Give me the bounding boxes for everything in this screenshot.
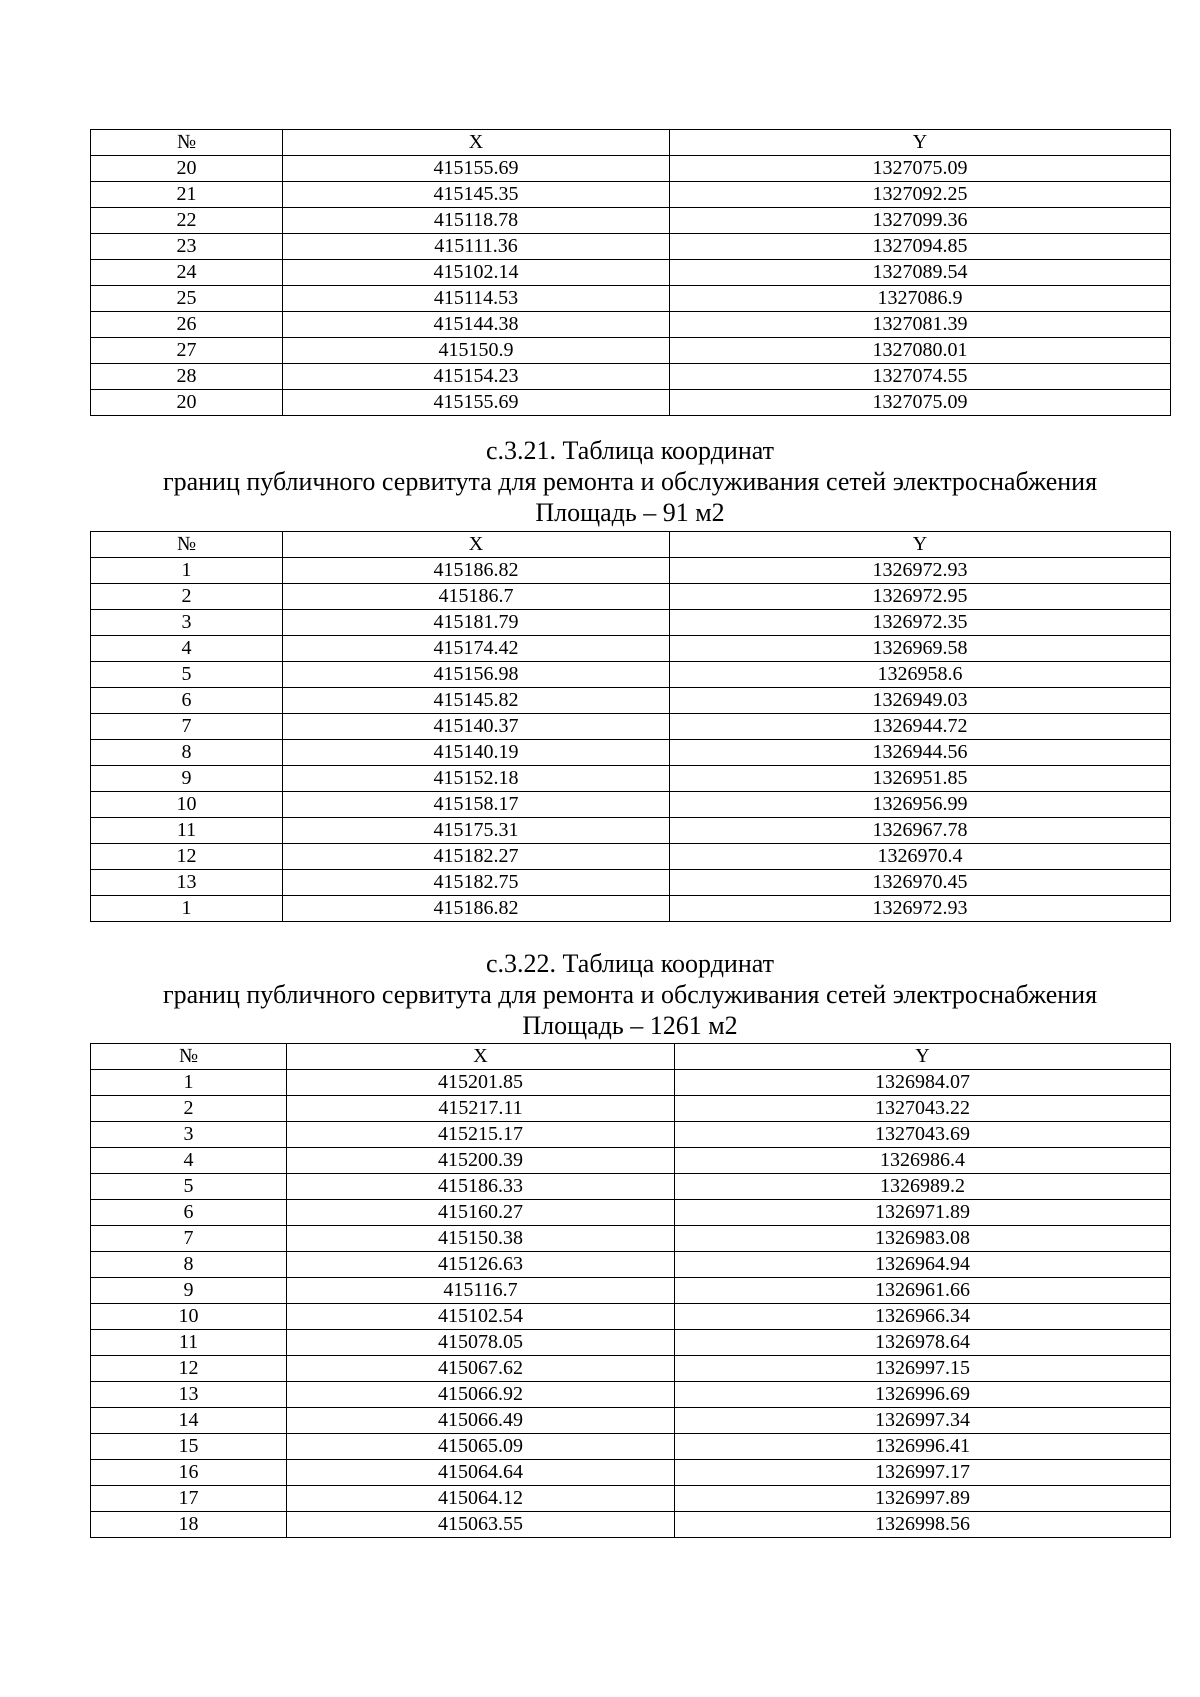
point-number-cell: 20 xyxy=(91,156,283,182)
table-row xyxy=(91,1512,1171,1538)
point-number-cell: 25 xyxy=(91,286,283,312)
table-row xyxy=(91,662,1171,688)
y-coordinate-cell: 1326996.41 xyxy=(675,1434,1171,1460)
point-number-cell: 2 xyxy=(91,584,283,610)
x-coordinate-cell: 415118.78 xyxy=(283,208,670,234)
x-coordinate-cell: 415186.33 xyxy=(287,1174,675,1200)
y-coordinate-cell: 1327099.36 xyxy=(670,208,1171,234)
x-coordinate-cell: 415160.27 xyxy=(287,1200,675,1226)
x-coordinate-cell: 415200.39 xyxy=(287,1148,675,1174)
y-coordinate-cell: 1326983.08 xyxy=(675,1226,1171,1252)
y-coordinate-cell: 1326969.58 xyxy=(670,636,1171,662)
caption-area: Площадь – 91 м2 xyxy=(535,498,725,527)
caption-subtitle: границ публичного сервитута для ремонта и обслуживания сетей электроснабжения xyxy=(162,980,1098,1009)
table-row xyxy=(91,610,1171,636)
table-row xyxy=(91,1330,1171,1356)
point-number-cell: 11 xyxy=(91,818,283,844)
y-coordinate-cell: 1326984.07 xyxy=(675,1070,1171,1096)
point-number-cell: 26 xyxy=(91,312,283,338)
point-number-cell: 18 xyxy=(91,1512,287,1538)
point-number-cell: 13 xyxy=(91,1382,287,1408)
y-coordinate-cell: 1326972.93 xyxy=(670,896,1171,922)
point-number-cell: 28 xyxy=(91,364,283,390)
y-coordinate-cell: 1327080.01 xyxy=(670,338,1171,364)
x-coordinate-cell: 415155.69 xyxy=(283,156,670,182)
table-row xyxy=(91,1486,1171,1512)
y-coordinate-cell: 1326944.72 xyxy=(670,714,1171,740)
table-row xyxy=(91,182,1171,208)
table-header-row xyxy=(91,1044,1171,1070)
table-row xyxy=(91,234,1171,260)
table-row xyxy=(91,1460,1171,1486)
y-coordinate-cell: 1327086.9 xyxy=(670,286,1171,312)
y-coordinate-cell: 1326989.2 xyxy=(675,1174,1171,1200)
caption-area: Площадь – 1261 м2 xyxy=(522,1011,738,1040)
y-coordinate-cell: 1327043.22 xyxy=(675,1096,1171,1122)
y-coordinate-cell: 1327092.25 xyxy=(670,182,1171,208)
x-coordinate-cell: 415116.7 xyxy=(287,1278,675,1304)
table-row xyxy=(91,1070,1171,1096)
coordinate-table-3-21 xyxy=(90,531,1171,922)
x-coordinate-cell: 415145.82 xyxy=(283,688,670,714)
y-coordinate-cell: 1326978.64 xyxy=(675,1330,1171,1356)
header-number: № xyxy=(91,532,283,558)
x-coordinate-cell: 415174.42 xyxy=(283,636,670,662)
x-coordinate-cell: 415111.36 xyxy=(283,234,670,260)
point-number-cell: 3 xyxy=(91,610,283,636)
y-coordinate-cell: 1326986.4 xyxy=(675,1148,1171,1174)
x-coordinate-cell: 415217.11 xyxy=(287,1096,675,1122)
point-number-cell: 12 xyxy=(91,844,283,870)
y-coordinate-cell: 1326971.89 xyxy=(675,1200,1171,1226)
header-y: Y xyxy=(675,1044,1171,1070)
coordinate-table-3-22 xyxy=(90,1043,1171,1538)
point-number-cell: 15 xyxy=(91,1434,287,1460)
table-row xyxy=(91,818,1171,844)
point-number-cell: 23 xyxy=(91,234,283,260)
x-coordinate-cell: 415102.54 xyxy=(287,1304,675,1330)
point-number-cell: 21 xyxy=(91,182,283,208)
point-number-cell: 10 xyxy=(91,792,283,818)
table-row xyxy=(91,558,1171,584)
table-row xyxy=(91,1304,1171,1330)
y-coordinate-cell: 1326996.69 xyxy=(675,1382,1171,1408)
point-number-cell: 4 xyxy=(91,1148,287,1174)
y-coordinate-cell: 1327094.85 xyxy=(670,234,1171,260)
table-row xyxy=(91,1096,1171,1122)
y-coordinate-cell: 1326972.93 xyxy=(670,558,1171,584)
point-number-cell: 14 xyxy=(91,1408,287,1434)
point-number-cell: 11 xyxy=(91,1330,287,1356)
table-row xyxy=(91,156,1171,182)
caption-subtitle: границ публичного сервитута для ремонта и обслуживания сетей электроснабжения xyxy=(162,467,1098,496)
x-coordinate-cell: 415063.55 xyxy=(287,1512,675,1538)
table-caption-3-21 xyxy=(90,435,1170,528)
x-coordinate-cell: 415158.17 xyxy=(283,792,670,818)
point-number-cell: 16 xyxy=(91,1460,287,1486)
point-number-cell: 9 xyxy=(91,1278,287,1304)
table-row xyxy=(91,714,1171,740)
x-coordinate-cell: 415181.79 xyxy=(283,610,670,636)
header-y: Y xyxy=(670,532,1171,558)
point-number-cell: 9 xyxy=(91,766,283,792)
y-coordinate-cell: 1326997.89 xyxy=(675,1486,1171,1512)
x-coordinate-cell: 415114.53 xyxy=(283,286,670,312)
caption-title: с.3.22. Таблица координат xyxy=(486,949,774,978)
x-coordinate-cell: 415186.7 xyxy=(283,584,670,610)
y-coordinate-cell: 1326944.56 xyxy=(670,740,1171,766)
table-row xyxy=(91,364,1171,390)
x-coordinate-cell: 415215.17 xyxy=(287,1122,675,1148)
x-coordinate-cell: 415155.69 xyxy=(283,390,670,416)
table-header-row xyxy=(91,532,1171,558)
x-coordinate-cell: 415152.18 xyxy=(283,766,670,792)
table-row xyxy=(91,740,1171,766)
y-coordinate-cell: 1326967.78 xyxy=(670,818,1171,844)
header-y: Y xyxy=(670,130,1171,156)
point-number-cell: 1 xyxy=(91,558,283,584)
point-number-cell: 27 xyxy=(91,338,283,364)
table-row xyxy=(91,584,1171,610)
point-number-cell: 13 xyxy=(91,870,283,896)
x-coordinate-cell: 415102.14 xyxy=(283,260,670,286)
table-row xyxy=(91,1226,1171,1252)
point-number-cell: 10 xyxy=(91,1304,287,1330)
point-number-cell: 5 xyxy=(91,662,283,688)
point-number-cell: 24 xyxy=(91,260,283,286)
y-coordinate-cell: 1326972.95 xyxy=(670,584,1171,610)
point-number-cell: 2 xyxy=(91,1096,287,1122)
point-number-cell: 6 xyxy=(91,688,283,714)
table-row xyxy=(91,260,1171,286)
table-row xyxy=(91,1356,1171,1382)
y-coordinate-cell: 1326958.6 xyxy=(670,662,1171,688)
table-row xyxy=(91,1200,1171,1226)
table-row xyxy=(91,338,1171,364)
table-caption-3-22 xyxy=(90,948,1170,1041)
table-row xyxy=(91,1174,1171,1200)
coordinate-table-continued xyxy=(90,129,1171,416)
table-row xyxy=(91,792,1171,818)
header-number: № xyxy=(91,1044,287,1070)
x-coordinate-cell: 415126.63 xyxy=(287,1252,675,1278)
y-coordinate-cell: 1326951.85 xyxy=(670,766,1171,792)
point-number-cell: 8 xyxy=(91,1252,287,1278)
x-coordinate-cell: 415186.82 xyxy=(283,558,670,584)
x-coordinate-cell: 415154.23 xyxy=(283,364,670,390)
y-coordinate-cell: 1326972.35 xyxy=(670,610,1171,636)
point-number-cell: 1 xyxy=(91,896,283,922)
y-coordinate-cell: 1327075.09 xyxy=(670,156,1171,182)
table-header-row xyxy=(91,130,1171,156)
point-number-cell: 5 xyxy=(91,1174,287,1200)
x-coordinate-cell: 415066.49 xyxy=(287,1408,675,1434)
y-coordinate-cell: 1326998.56 xyxy=(675,1512,1171,1538)
x-coordinate-cell: 415150.38 xyxy=(287,1226,675,1252)
x-coordinate-cell: 415064.12 xyxy=(287,1486,675,1512)
x-coordinate-cell: 415175.31 xyxy=(283,818,670,844)
x-coordinate-cell: 415182.27 xyxy=(283,844,670,870)
x-coordinate-cell: 415144.38 xyxy=(283,312,670,338)
y-coordinate-cell: 1327043.69 xyxy=(675,1122,1171,1148)
x-coordinate-cell: 415140.37 xyxy=(283,714,670,740)
x-coordinate-cell: 415201.85 xyxy=(287,1070,675,1096)
table-row xyxy=(91,636,1171,662)
y-coordinate-cell: 1326949.03 xyxy=(670,688,1171,714)
table-row xyxy=(91,1252,1171,1278)
table-row xyxy=(91,1434,1171,1460)
y-coordinate-cell: 1326966.34 xyxy=(675,1304,1171,1330)
y-coordinate-cell: 1326970.45 xyxy=(670,870,1171,896)
y-coordinate-cell: 1326961.66 xyxy=(675,1278,1171,1304)
point-number-cell: 7 xyxy=(91,1226,287,1252)
point-number-cell: 8 xyxy=(91,740,283,766)
x-coordinate-cell: 415065.09 xyxy=(287,1434,675,1460)
y-coordinate-cell: 1327075.09 xyxy=(670,390,1171,416)
table-row xyxy=(91,1278,1171,1304)
point-number-cell: 20 xyxy=(91,390,283,416)
x-coordinate-cell: 415066.92 xyxy=(287,1382,675,1408)
table-row xyxy=(91,688,1171,714)
y-coordinate-cell: 1326997.34 xyxy=(675,1408,1171,1434)
y-coordinate-cell: 1327074.55 xyxy=(670,364,1171,390)
caption-title: с.3.21. Таблица координат xyxy=(486,436,774,465)
table-row xyxy=(91,1408,1171,1434)
point-number-cell: 12 xyxy=(91,1356,287,1382)
y-coordinate-cell: 1327081.39 xyxy=(670,312,1171,338)
point-number-cell: 6 xyxy=(91,1200,287,1226)
table-row xyxy=(91,766,1171,792)
y-coordinate-cell: 1326956.99 xyxy=(670,792,1171,818)
point-number-cell: 7 xyxy=(91,714,283,740)
point-number-cell: 22 xyxy=(91,208,283,234)
table-row xyxy=(91,1148,1171,1174)
table-row xyxy=(91,896,1171,922)
x-coordinate-cell: 415064.64 xyxy=(287,1460,675,1486)
x-coordinate-cell: 415186.82 xyxy=(283,896,670,922)
header-number: № xyxy=(91,130,283,156)
x-coordinate-cell: 415140.19 xyxy=(283,740,670,766)
table-row xyxy=(91,286,1171,312)
table-row xyxy=(91,870,1171,896)
table-row xyxy=(91,208,1171,234)
y-coordinate-cell: 1326964.94 xyxy=(675,1252,1171,1278)
header-x: X xyxy=(283,130,670,156)
y-coordinate-cell: 1326997.15 xyxy=(675,1356,1171,1382)
table-row xyxy=(91,390,1171,416)
x-coordinate-cell: 415156.98 xyxy=(283,662,670,688)
x-coordinate-cell: 415078.05 xyxy=(287,1330,675,1356)
header-x: X xyxy=(287,1044,675,1070)
table-row xyxy=(91,844,1171,870)
point-number-cell: 3 xyxy=(91,1122,287,1148)
x-coordinate-cell: 415067.62 xyxy=(287,1356,675,1382)
x-coordinate-cell: 415182.75 xyxy=(283,870,670,896)
y-coordinate-cell: 1326970.4 xyxy=(670,844,1171,870)
table-row xyxy=(91,1122,1171,1148)
y-coordinate-cell: 1327089.54 xyxy=(670,260,1171,286)
header-x: X xyxy=(283,532,670,558)
x-coordinate-cell: 415150.9 xyxy=(283,338,670,364)
x-coordinate-cell: 415145.35 xyxy=(283,182,670,208)
table-row xyxy=(91,312,1171,338)
point-number-cell: 1 xyxy=(91,1070,287,1096)
point-number-cell: 4 xyxy=(91,636,283,662)
y-coordinate-cell: 1326997.17 xyxy=(675,1460,1171,1486)
point-number-cell: 17 xyxy=(91,1486,287,1512)
table-row xyxy=(91,1382,1171,1408)
